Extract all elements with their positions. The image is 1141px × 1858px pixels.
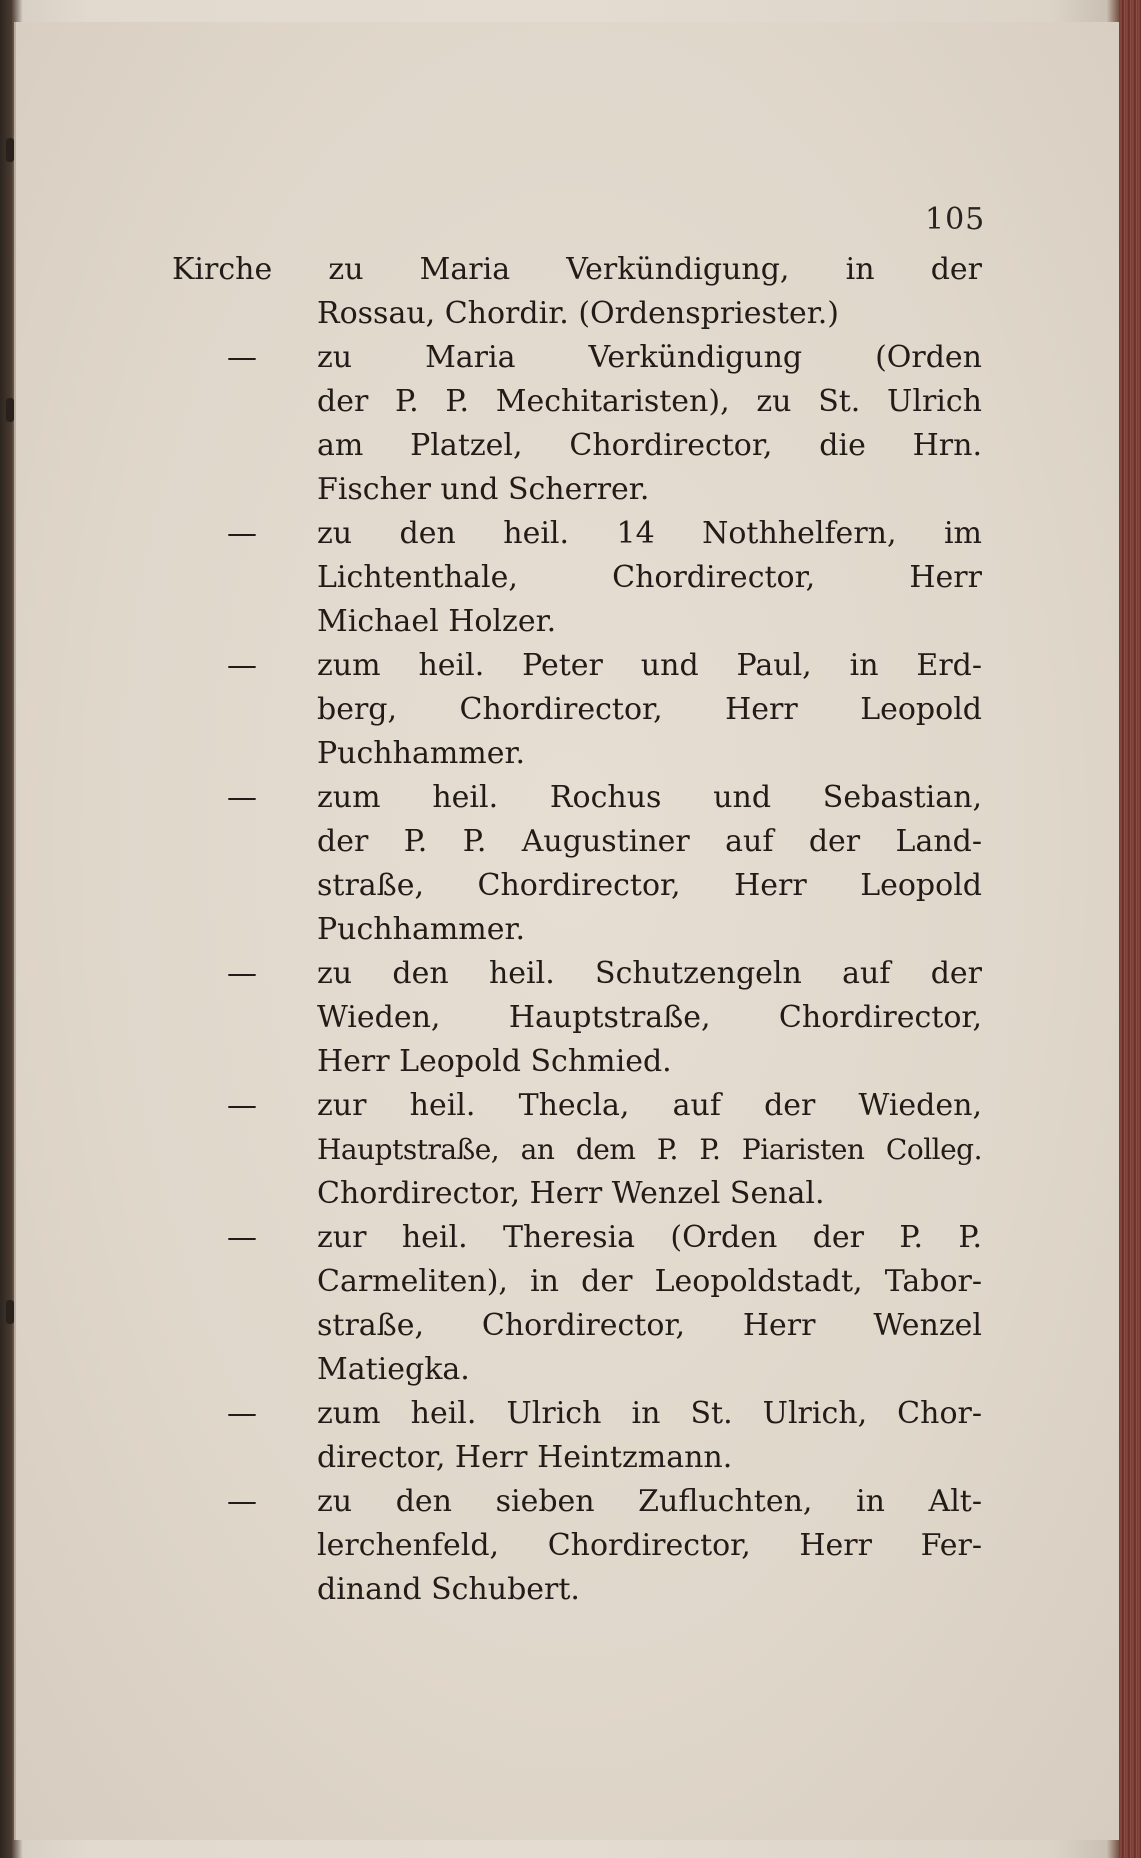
text-line: Fischer und Scherrer. bbox=[317, 472, 650, 507]
entry bbox=[172, 1392, 982, 1480]
text-line: Hauptstraße, an dem P. P. Piaristen Colleg. bbox=[317, 1133, 982, 1166]
text-line: Lichtenthale, Chordirector, Herr bbox=[317, 560, 982, 595]
text-line: zum heil. Peter und Paul, in Erd- bbox=[317, 648, 982, 683]
entry-dash: — bbox=[227, 340, 257, 375]
entry-dash: — bbox=[227, 956, 257, 991]
text-line: Rossau, Chordir. (Ordenspriester.) bbox=[317, 296, 840, 331]
page-text bbox=[172, 248, 982, 1612]
text-line: Puchhammer. bbox=[317, 912, 526, 947]
text-line: Matiegka. bbox=[317, 1352, 470, 1387]
text-line: zum heil. Rochus und Sebastian, bbox=[317, 780, 982, 815]
text-line: der P. P. Mechitaristen), zu St. Ulrich bbox=[317, 384, 982, 419]
entry bbox=[172, 1480, 982, 1612]
text-line: berg, Chordirector, Herr Leopold bbox=[317, 692, 982, 727]
text-line: Kirche zu Maria Verkündigung, in der bbox=[172, 252, 982, 287]
text-line: zur heil. Thecla, auf der Wieden, bbox=[317, 1088, 982, 1123]
text-line: Puchhammer. bbox=[317, 736, 526, 771]
binding-stitch bbox=[6, 398, 14, 422]
entry-dash: — bbox=[227, 1220, 257, 1255]
entry-dash: — bbox=[227, 1396, 257, 1431]
text-line: zu den heil. 14 Nothhelfern, im bbox=[317, 516, 982, 551]
entry bbox=[172, 644, 982, 776]
text-line: Michael Holzer. bbox=[317, 604, 557, 639]
text-line: dinand Schubert. bbox=[317, 1572, 580, 1607]
binding-stitch bbox=[6, 138, 14, 162]
entry bbox=[172, 776, 982, 952]
text-line: lerchenfeld, Chordirector, Herr Fer- bbox=[317, 1528, 982, 1563]
text-line: Chordirector, Herr Wenzel Senal. bbox=[317, 1176, 825, 1211]
page-number: 105 bbox=[925, 202, 986, 237]
text-line: zu den sieben Zufluchten, in Alt- bbox=[317, 1484, 982, 1519]
entry-dash: — bbox=[227, 1484, 257, 1519]
entry-dash: — bbox=[227, 1088, 257, 1123]
text-line: Wieden, Hauptstraße, Chordirector, bbox=[317, 1000, 982, 1035]
text-line: zu Maria Verkündigung (Orden bbox=[317, 340, 982, 375]
entry bbox=[172, 1216, 982, 1392]
entry-dash: — bbox=[227, 780, 257, 815]
entry-dash: — bbox=[227, 648, 257, 683]
text-line: straße, Chordirector, Herr Wenzel bbox=[317, 1308, 982, 1343]
entry bbox=[172, 248, 982, 336]
text-line: zur heil. Theresia (Orden der P. P. bbox=[317, 1220, 982, 1255]
text-line: zum heil. Ulrich in St. Ulrich, Chor- bbox=[317, 1396, 982, 1431]
page-edges bbox=[1119, 0, 1141, 1858]
entry bbox=[172, 512, 982, 644]
text-line: der P. P. Augustiner auf der Land- bbox=[317, 824, 982, 859]
text-line: straße, Chordirector, Herr Leopold bbox=[317, 868, 982, 903]
entry-dash: — bbox=[227, 516, 257, 551]
binding-stitch bbox=[6, 1300, 14, 1324]
text-line: Carmeliten), in der Leopoldstadt, Tabor- bbox=[317, 1264, 982, 1299]
text-line: am Platzel, Chordirector, die Hrn. bbox=[317, 428, 982, 463]
text-line: director, Herr Heintzmann. bbox=[317, 1440, 733, 1475]
text-line: zu den heil. Schutzengeln auf der bbox=[317, 956, 982, 991]
entry bbox=[172, 336, 982, 512]
text-line: Herr Leopold Schmied. bbox=[317, 1044, 672, 1079]
entry bbox=[172, 952, 982, 1084]
entry bbox=[172, 1084, 982, 1216]
